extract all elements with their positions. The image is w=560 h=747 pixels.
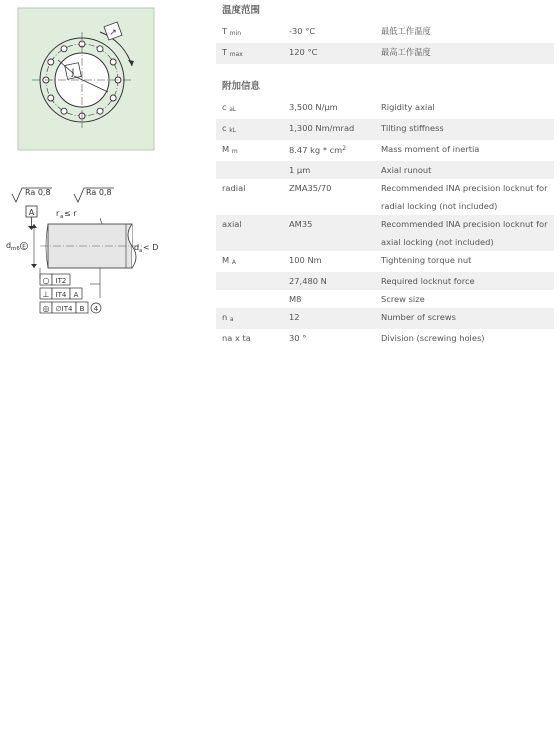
row-value (289, 22, 381, 43)
row-symbol (216, 290, 289, 308)
value-text: 30 ° (289, 333, 307, 343)
da-sub: a (139, 248, 143, 254)
symbol-main: axial (222, 219, 242, 229)
row-description: Mass moment of inertia (381, 144, 480, 154)
row-symbol (216, 161, 289, 179)
value-text: AM35 (289, 219, 313, 229)
da-lt-Da: < D (143, 243, 159, 252)
dm6-sub: m6 (11, 246, 20, 252)
table-row (216, 272, 554, 290)
table-row (216, 308, 554, 329)
row-description: Required locknut force (381, 276, 475, 286)
row-value (289, 290, 381, 308)
section-gap (216, 64, 554, 76)
row-value (289, 179, 381, 215)
tolerance-frame-2 (40, 288, 82, 299)
runout-symbol: ↗ (109, 28, 117, 38)
value-text: 27,480 N (289, 276, 327, 286)
section-title: 附加信息 (222, 81, 261, 92)
table-row (216, 98, 554, 119)
value-text: 100 Nm (289, 255, 322, 265)
row-symbol (216, 140, 289, 161)
row-value (289, 161, 381, 179)
row-value (289, 98, 381, 119)
row-symbol (216, 215, 289, 251)
symbol-subscript: kL (229, 127, 237, 134)
table-row (216, 22, 554, 43)
value-text: ZMA35/70 (289, 183, 332, 193)
symbol-main: radial (222, 183, 246, 193)
symbol-subscript: aL (229, 106, 237, 113)
row-description: Tilting stiffness (381, 123, 444, 133)
row-value (289, 140, 381, 161)
row-symbol (216, 98, 289, 119)
table-row (216, 329, 554, 347)
row-value (289, 308, 381, 329)
svg-text:B: B (79, 305, 85, 313)
note-number: 4 (93, 305, 99, 313)
dm6-main: d (6, 241, 12, 250)
row-symbol (216, 119, 289, 140)
row-description: Recommended INA precision locknut for axial locking (not included) (381, 219, 548, 247)
row-description: Tightening torque nut (381, 255, 472, 265)
svg-text:◎: ◎ (42, 304, 50, 313)
value-text: 1,300 Nm/mrad (289, 123, 355, 133)
envelope-symbol: E (22, 243, 26, 251)
value-text: -30 °C (289, 26, 316, 36)
symbol-main: T (222, 47, 228, 57)
ra-left-label: Ra 0,8 (25, 188, 51, 197)
da-main: d (134, 243, 140, 252)
symbol-main: M (222, 255, 230, 265)
svg-text:○: ○ (42, 276, 50, 285)
value-text: 1 μm (289, 165, 311, 175)
row-symbol (216, 251, 289, 272)
section-title: 温度范围 (222, 5, 261, 16)
row-description: Recommended INA precision locknut for radial locking (not included) (381, 183, 548, 211)
table-row (216, 119, 554, 140)
row-value (289, 119, 381, 140)
row-symbol (216, 329, 289, 347)
svg-text:A: A (73, 291, 79, 299)
row-value (289, 43, 381, 64)
svg-text:IT2: IT2 (55, 277, 67, 285)
row-symbol (216, 43, 289, 64)
value-text: M8 (289, 294, 302, 304)
value-text: 8.47 kg * cm (289, 145, 343, 155)
row-symbol (216, 308, 289, 329)
row-value (289, 215, 381, 251)
ra-right-label: Ra 0,8 (86, 188, 112, 197)
svg-text:⊥: ⊥ (42, 290, 50, 299)
table-row (216, 290, 554, 308)
row-value (289, 272, 381, 290)
svg-text:IT4: IT4 (55, 291, 67, 299)
ra-sub: a (60, 214, 64, 220)
table-row (216, 140, 554, 161)
table-row (216, 251, 554, 272)
row-value (289, 251, 381, 272)
symbol-subscript: max (229, 51, 243, 58)
ra-symbol: r (56, 209, 60, 218)
row-value (289, 329, 381, 347)
svg-text:∅IT4: ∅IT4 (55, 305, 73, 313)
row-description: Axial runout (381, 165, 432, 175)
symbol-subscript: min (229, 30, 242, 37)
value-superscript: 2 (342, 145, 347, 152)
symbol-main: c (222, 102, 227, 112)
symbol-subscript: m (231, 148, 238, 155)
datum-a-label: A (28, 208, 35, 217)
spec-table (216, 0, 554, 347)
shaft-mounting-diagram (4, 180, 159, 320)
row-description: Number of screws (381, 312, 456, 322)
row-description: Screw size (381, 294, 425, 304)
row-symbol (216, 22, 289, 43)
symbol-main: na x ta (222, 333, 251, 343)
row-description: 最高工作温度 (381, 47, 431, 57)
ra-le-r-label: ≤ r (64, 209, 77, 218)
symbol-subscript: A (231, 259, 236, 266)
symbol-subscript: a (229, 316, 234, 323)
table-row (216, 179, 554, 215)
row-description: Division (screwing holes) (381, 333, 485, 343)
symbol-main: M (222, 144, 230, 154)
table-row (216, 43, 554, 64)
table-row (216, 161, 554, 179)
value-text: 120 °C (289, 47, 318, 57)
row-symbol (216, 179, 289, 215)
value-text: 12 (289, 312, 300, 322)
bearing-face-diagram (18, 8, 154, 150)
tolerance-frame-1 (40, 274, 70, 285)
row-symbol (216, 272, 289, 290)
tolerance-frame-3 (40, 302, 88, 313)
symbol-main: T (222, 26, 228, 36)
symbol-main: n (222, 312, 228, 322)
row-description: 最低工作温度 (381, 26, 431, 36)
value-text: 3,500 N/μm (289, 102, 338, 112)
symbol-main: c (222, 123, 227, 133)
table-row (216, 215, 554, 251)
row-description: Rigidity axial (381, 102, 435, 112)
